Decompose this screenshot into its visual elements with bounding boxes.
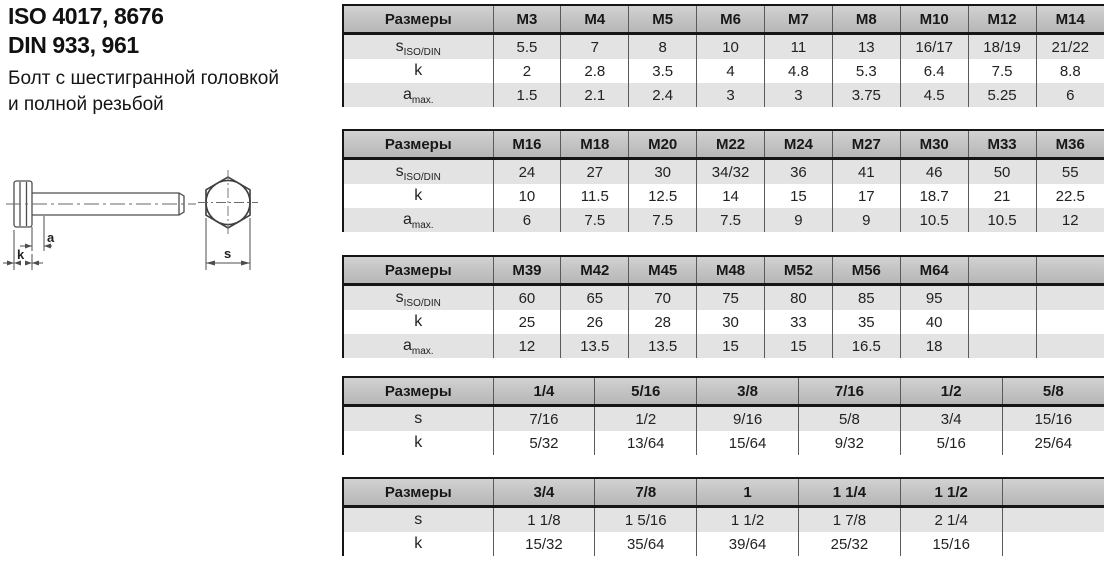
value-cell: 1.5 [493,83,561,107]
value-cell: 65 [561,285,629,311]
dimension-row-label: k [343,532,493,556]
value-cell: 25 [493,310,561,334]
value-cell [968,310,1036,334]
size-column-header: M24 [765,130,833,159]
table-row [343,184,1104,208]
value-cell: 13.5 [561,334,629,358]
dimension-row-label: $s_{ISO/DIN}$ [343,285,493,311]
value-cell: 33 [765,310,833,334]
value-cell: 85 [832,285,900,311]
size-column-header: 1/2 [900,377,1002,406]
value-cell: 13 [832,34,900,60]
value-cell: 2.4 [629,83,697,107]
value-cell: 50 [968,159,1036,185]
size-column-header: M42 [561,256,629,285]
value-cell: 41 [832,159,900,185]
table-row [343,310,1104,334]
table-row [343,59,1104,83]
value-cell: 6 [1036,83,1104,107]
value-cell: 3 [765,83,833,107]
value-cell: 18/19 [968,34,1036,60]
dimension-s-label: s [224,246,232,261]
value-cell: 1 1/2 [697,507,799,533]
value-cell: 6.4 [900,59,968,83]
bolt-technical-drawing [0,158,300,343]
size-column-header: 7/8 [595,478,697,507]
value-cell: 11.5 [561,184,629,208]
table-row [343,334,1104,358]
table-header-row [343,478,1104,507]
table-header-row [343,256,1104,285]
value-cell: 34/32 [697,159,765,185]
dimension-row-label: k [343,184,493,208]
document-header [8,2,338,118]
value-cell: 14 [697,184,765,208]
size-column-header: 3/8 [697,377,799,406]
size-column-header: M33 [968,130,1036,159]
value-cell: 16/17 [900,34,968,60]
table-corner-label: Размеры [343,478,493,507]
value-cell: 7 [561,34,629,60]
standard-title-din: DIN 933, 961 [8,32,139,58]
table-row [343,406,1104,432]
table-row [343,159,1104,185]
size-column-header: M27 [832,130,900,159]
value-cell: 18.7 [900,184,968,208]
size-column-header: M52 [765,256,833,285]
value-cell: 7/16 [493,406,595,432]
value-cell: 9 [765,208,833,232]
size-column-header: M45 [629,256,697,285]
value-cell: 30 [697,310,765,334]
size-column-header: M64 [900,256,968,285]
value-cell: 40 [900,310,968,334]
value-cell: 60 [493,285,561,311]
value-cell: 7.5 [697,208,765,232]
value-cell: 28 [629,310,697,334]
size-column-header: 1/4 [493,377,595,406]
value-cell: 35/64 [595,532,697,556]
dimension-row-label: $a_{max.}$ [343,334,493,358]
size-column-header: M48 [697,256,765,285]
size-column-header: M14 [1036,5,1104,34]
size-column-header: M20 [629,130,697,159]
value-cell: 13/64 [595,431,697,455]
value-cell [1002,507,1104,533]
size-column-header: M56 [832,256,900,285]
value-cell: 9/16 [697,406,799,432]
size-column-header: 1 1/2 [900,478,1002,507]
table-header-row [343,5,1104,34]
value-cell: 26 [561,310,629,334]
value-cell: 95 [900,285,968,311]
value-cell [1036,285,1104,311]
value-cell: 2.1 [561,83,629,107]
value-cell: 7.5 [561,208,629,232]
value-cell: 1 5/16 [595,507,697,533]
value-cell: 4.8 [765,59,833,83]
size-column-header: 1 1/4 [798,478,900,507]
size-column-header: M8 [832,5,900,34]
value-cell: 21/22 [1036,34,1104,60]
size-column-header: M5 [629,5,697,34]
value-cell: 24 [493,159,561,185]
value-cell: 36 [765,159,833,185]
value-cell: 10 [493,184,561,208]
value-cell: 3.75 [832,83,900,107]
value-cell: 3/4 [900,406,1002,432]
value-cell: 3 [697,83,765,107]
table-header-row [343,130,1104,159]
value-cell: 11 [765,34,833,60]
table-corner-label: Размеры [343,256,493,285]
value-cell: 2 1/4 [900,507,1002,533]
value-cell: 27 [561,159,629,185]
product-description-line1: Болт с шестигранной головкой [8,68,279,89]
size-column-header: M7 [765,5,833,34]
table-corner-label: Размеры [343,377,493,406]
value-cell: 80 [765,285,833,311]
table-row [343,34,1104,60]
value-cell: 2 [493,59,561,83]
dimension-row-label: k [343,310,493,334]
size-column-header: M39 [493,256,561,285]
value-cell: 15 [765,334,833,358]
value-cell: 7.5 [629,208,697,232]
value-cell: 16.5 [832,334,900,358]
size-column-header: M4 [561,5,629,34]
hex-centerlines [198,170,258,236]
value-cell: 10 [697,34,765,60]
value-cell: 15/16 [1002,406,1104,432]
value-cell: 8.8 [1036,59,1104,83]
value-cell: 75 [697,285,765,311]
value-cell: 15/16 [900,532,1002,556]
value-cell: 12 [1036,208,1104,232]
size-column-header: M16 [493,130,561,159]
value-cell: 12 [493,334,561,358]
size-column-header: M18 [561,130,629,159]
value-cell: 13.5 [629,334,697,358]
table-row [343,285,1104,311]
size-column-header: 5/16 [595,377,697,406]
size-column-header: 3/4 [493,478,595,507]
value-cell: 17 [832,184,900,208]
table-row [343,431,1104,455]
size-column-header: M10 [900,5,968,34]
value-cell: 9/32 [798,431,900,455]
bolt-drawing-svg [0,158,300,343]
value-cell: 10.5 [968,208,1036,232]
table-header-row [343,377,1104,406]
size-column-header: M12 [968,5,1036,34]
dimension-row-label: $a_{max.}$ [343,208,493,232]
dimension-row-label: $s_{ISO/DIN}$ [343,159,493,185]
value-cell [1002,532,1104,556]
standard-title-iso: ISO 4017, 8676 [8,3,164,29]
value-cell [968,285,1036,311]
dimension-row-label: k [343,431,493,455]
value-cell: 22.5 [1036,184,1104,208]
dimension-row-label: $a_{max.}$ [343,83,493,107]
dimension-row-label: s [343,507,493,533]
metric-table-m16-m36 [342,129,1104,232]
value-cell: 35 [832,310,900,334]
dimension-k-label: k [17,247,25,262]
imperial-table-quarter-to-fiveeighths [342,376,1104,455]
value-cell: 4 [697,59,765,83]
bolt-shaft [32,193,184,215]
table-row [343,83,1104,107]
value-cell: 46 [900,159,968,185]
value-cell: 21 [968,184,1036,208]
table-row [343,208,1104,232]
value-cell: 25/32 [798,532,900,556]
size-column-header: M3 [493,5,561,34]
value-cell: 1/2 [595,406,697,432]
size-column-header: M22 [697,130,765,159]
value-cell: 6 [493,208,561,232]
value-cell [1036,310,1104,334]
value-cell: 18 [900,334,968,358]
value-cell: 30 [629,159,697,185]
size-column-header: M36 [1036,130,1104,159]
value-cell: 39/64 [697,532,799,556]
value-cell [1036,334,1104,358]
size-column-header: 7/16 [798,377,900,406]
value-cell [968,334,1036,358]
table-row [343,532,1104,556]
value-cell: 15/64 [697,431,799,455]
value-cell: 7.5 [968,59,1036,83]
value-cell: 25/64 [1002,431,1104,455]
dimension-row-label: k [343,59,493,83]
value-cell: 4.5 [900,83,968,107]
value-cell: 3.5 [629,59,697,83]
value-cell: 55 [1036,159,1104,185]
dimension-row-label: $s_{ISO/DIN}$ [343,34,493,60]
size-column-header: 5/8 [1002,377,1104,406]
table-corner-label: Размеры [343,130,493,159]
value-cell: 1 1/8 [493,507,595,533]
size-column-header [1002,478,1104,507]
size-column-header: M30 [900,130,968,159]
value-cell: 10.5 [900,208,968,232]
dimension-a-label: a [47,230,55,245]
size-column-header: 1 [697,478,799,507]
value-cell: 8 [629,34,697,60]
value-cell: 5.3 [832,59,900,83]
value-cell: 15 [697,334,765,358]
value-cell: 9 [832,208,900,232]
value-cell: 2.8 [561,59,629,83]
value-cell: 1 7/8 [798,507,900,533]
value-cell: 5/8 [798,406,900,432]
value-cell: 15 [765,184,833,208]
dimension-row-label: s [343,406,493,432]
product-description-line2: и полной резьбой [8,94,164,115]
size-column-header [1036,256,1104,285]
value-cell: 5.5 [493,34,561,60]
table-corner-label: Размеры [343,5,493,34]
size-column-header [968,256,1036,285]
metric-table-m3-m14 [342,4,1104,107]
value-cell: 5/32 [493,431,595,455]
imperial-table-threequarter-to-oneandhalf [342,477,1104,556]
metric-table-m39-m64 [342,255,1104,358]
table-row [343,507,1104,533]
value-cell: 5/16 [900,431,1002,455]
value-cell: 5.25 [968,83,1036,107]
product-description [8,66,338,118]
value-cell: 15/32 [493,532,595,556]
size-column-header: M6 [697,5,765,34]
value-cell: 70 [629,285,697,311]
value-cell: 12.5 [629,184,697,208]
